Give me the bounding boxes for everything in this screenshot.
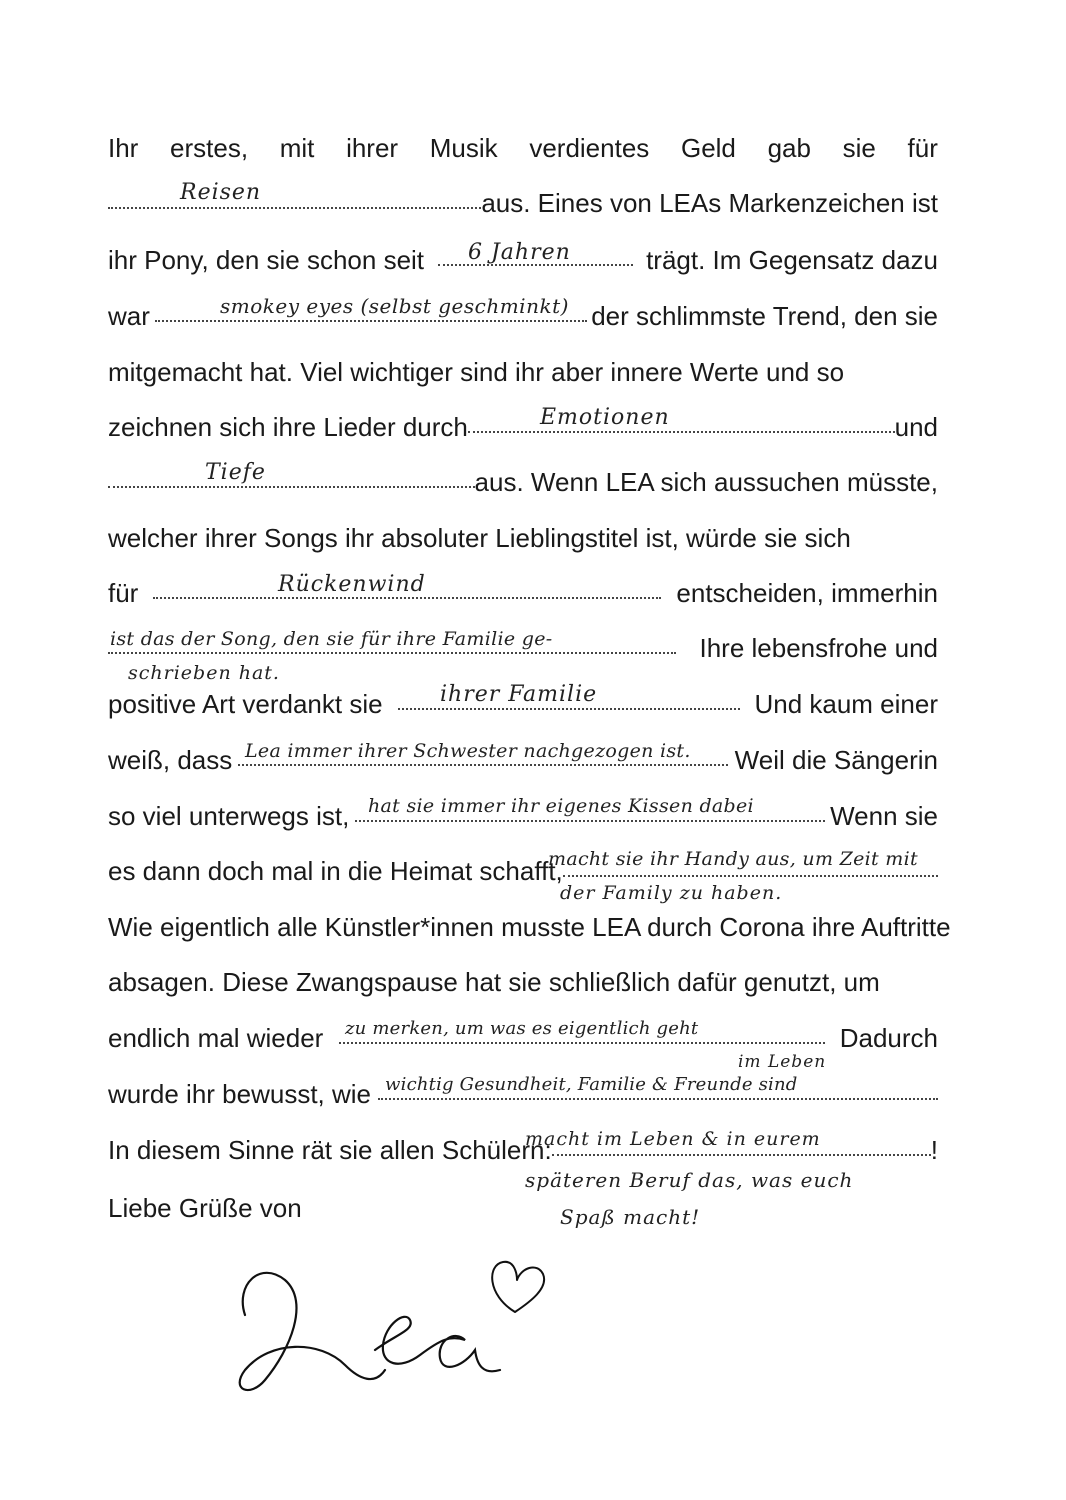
printed-text: absagen. Diese Zwangspause hat sie schließlich dafür genutzt, um xyxy=(108,967,880,997)
handwritten-answer: Spaß macht! xyxy=(560,1205,701,1229)
printed-text: In diesem Sinne rät sie allen Schülern: xyxy=(108,1135,552,1165)
text-line-16 xyxy=(108,962,938,1002)
printed-text: aus. Wenn LEA sich aussuchen müsste, xyxy=(474,467,938,497)
printed-text: entscheiden, immerhin xyxy=(676,578,938,608)
printed-text: mitgemacht hat. Viel wichtiger sind ihr aber innere Werte und so xyxy=(108,357,845,387)
printed-text: aus. Eines von LEAs Markenzeichen ist xyxy=(481,188,938,218)
handwritten-answer: Tiefe xyxy=(205,460,266,485)
text-line-20 xyxy=(108,1188,938,1228)
printed-text: wurde ihr bewusst, wie xyxy=(108,1079,371,1109)
printed-text: weiß, dass xyxy=(108,745,233,775)
handwritten-answer: Lea immer ihrer Schwester nachgezogen ist. xyxy=(245,740,691,762)
printed-text: zeichnen sich ihre Lieder durch xyxy=(108,412,468,442)
printed-text: ihr Pony, den sie schon seit xyxy=(108,245,425,275)
text-line-1 xyxy=(108,128,938,168)
handwritten-answer: späteren Beruf das, was euch xyxy=(525,1168,854,1192)
handwritten-answer: smokey eyes (selbst geschminkt) xyxy=(220,294,569,318)
handwritten-answer: hat sie immer ihr eigenes Kissen dabei xyxy=(368,795,754,817)
printed-text: der schlimmste Trend, den sie xyxy=(591,301,938,331)
word: sie xyxy=(842,133,876,163)
handwritten-answer: 6 Jahren xyxy=(468,240,571,265)
handwritten-answer: der Family zu haben. xyxy=(560,882,783,904)
handwritten-answer: Emotionen xyxy=(540,405,670,430)
printed-text: Dadurch xyxy=(839,1023,938,1053)
fill-blank xyxy=(468,407,895,433)
text-line-8 xyxy=(108,518,938,558)
printed-text: für xyxy=(108,578,139,608)
printed-text: es dann doch mal in die Heimat schafft, xyxy=(108,856,563,886)
printed-text: Wenn sie xyxy=(830,801,938,831)
text-line-9 xyxy=(108,573,938,613)
handwritten-answer: zu merken, um was es eigentlich geht xyxy=(345,1018,699,1039)
printed-text: Und kaum einer xyxy=(754,689,938,719)
fill-blank xyxy=(108,183,481,209)
word: gab xyxy=(767,133,811,163)
text-line-15 xyxy=(108,907,951,947)
printed-text: Weil die Sängerin xyxy=(734,745,938,775)
word: Geld xyxy=(680,133,736,163)
signature-lea xyxy=(225,1240,555,1410)
handwritten-answer: im Leben xyxy=(738,1052,827,1072)
printed-text: war xyxy=(108,301,150,331)
printed-text: ! xyxy=(930,1135,938,1165)
word: ihrer xyxy=(346,133,399,163)
handwritten-answer: Rückenwind xyxy=(278,572,426,597)
word: verdientes xyxy=(529,133,650,163)
handwritten-answer: ist das der Song, den sie für ihre Familie ge- xyxy=(110,628,553,650)
fill-blank xyxy=(108,462,475,488)
text-line-6 xyxy=(108,407,938,447)
handwritten-answer: wichtig Gesundheit, Familie & Freunde sind xyxy=(385,1074,798,1095)
printed-text: Liebe Grüße von xyxy=(108,1193,302,1223)
word: mit xyxy=(279,133,315,163)
printed-text: Wie eigentlich alle Künstler*innen musste LEA durch Corona ihre Auftritte xyxy=(108,912,951,942)
handwritten-answer: ihrer Familie xyxy=(440,682,598,707)
printed-text: so viel unterwegs ist, xyxy=(108,801,350,831)
printed-text: Ihre lebensfrohe und xyxy=(699,633,938,663)
handwritten-answer: macht sie ihr Handy aus, um Zeit mit xyxy=(548,848,918,870)
word: Musik xyxy=(429,133,498,163)
handwritten-answer: schrieben hat. xyxy=(128,662,280,684)
handwritten-answer: macht im Leben & in eurem xyxy=(525,1128,821,1150)
printed-text: welcher ihrer Songs ihr absoluter Lieblingstitel ist, würde sie sich xyxy=(108,523,851,553)
text-line-5 xyxy=(108,352,938,392)
handwritten-answer: Reisen xyxy=(180,180,262,205)
word: Ihr xyxy=(108,133,139,163)
word: für xyxy=(907,133,938,163)
printed-text: endlich mal wieder xyxy=(108,1023,324,1053)
printed-text: trägt. Im Gegensatz dazu xyxy=(646,245,938,275)
printed-text: positive Art verdankt sie xyxy=(108,689,383,719)
word: erstes, xyxy=(170,133,249,163)
printed-text: und xyxy=(894,412,938,442)
